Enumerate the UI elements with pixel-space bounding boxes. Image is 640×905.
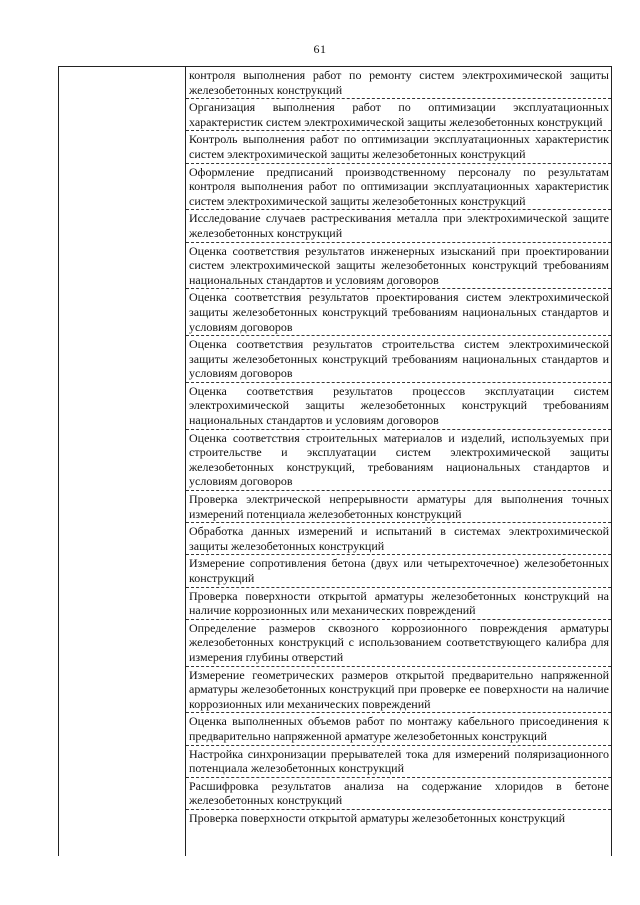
table-row: Оценка выполненных объемов работ по монтажу кабельного присоединения к предварительно напряженной арматуре железобетонных конструкций: [186, 713, 611, 745]
table-row: Контроль выполнения работ по оптимизации эксплуатационных характеристик систем электрохимической защиты железобетонных конструкций: [186, 131, 611, 163]
table-row: Расшифровка результатов анализа на содержание хлоридов в бетоне железобетонных конструкций: [186, 778, 611, 810]
table-row: Измерение геометрических размеров открытой предварительно напряженной арматуры железобетонных конструкций при проверке ее поверхности на наличие коррозионных или механических повреждений: [186, 667, 611, 714]
table-row: Исследование случаев растрескивания металла при электрохимической защите железобетонных конструкций: [186, 210, 611, 242]
table-row: Обработка данных измерений и испытаний в системах электрохимической защиты железобетонных конструкций: [186, 523, 611, 555]
table-row: Оценка соответствия строительных материалов и изделий, используемых при строительстве и эксплуатации систем электрохимической защиты железобетонных конструкций, требованиям национальных стандартов и условиям договоров: [186, 430, 611, 491]
table-row: Организация выполнения работ по оптимизации эксплуатационных характеристик систем электрохимической защиты железобетонных конструкций: [186, 99, 611, 131]
table-row: Проверка поверхности открытой арматуры железобетонных конструкций: [189, 810, 566, 825]
table-row: Оценка соответствия результатов инженерных изысканий при проектировании систем электрохимической защиты железобетонных конструкций требованиям национальных стандартов и условиям договоров: [186, 243, 611, 290]
table-row: Оформление предписаний производственному персоналу по результатам контроля выполнения работ по оптимизации эксплуатационных характеристик систем электрохимической защиты железобетонных конструкций: [186, 164, 611, 211]
table-left-column: [59, 67, 186, 856]
table-row: контроля выполнения работ по ремонту систем электрохимической защиты железобетонных конструкций: [186, 67, 611, 99]
table-right-column: [186, 67, 611, 827]
work-functions-table: [58, 66, 612, 856]
table-row: Проверка поверхности открытой арматуры железобетонных конструкций на наличие коррозионных или механических повреждений: [186, 588, 611, 620]
table-row: Измерение сопротивления бетона (двух или четырехточечное) железобетонных конструкций: [186, 555, 611, 587]
table-row: Настройка синхронизации прерывателей тока для измерений поляризационного потенциала железобетонных конструкций: [186, 746, 611, 778]
table-row: Оценка соответствия результатов строительства систем электрохимической защиты железобетонных конструкций требованиям национальных стандартов и условиям договоров: [186, 336, 611, 383]
table-row: Определение размеров сквозного коррозионного повреждения арматуры железобетонных конструкций с использованием соответствующего калибра для измерения глубины отверстий: [186, 620, 611, 667]
table-row: Оценка соответствия результатов процессов эксплуатации систем электрохимической защиты железобетонных конструкций требованиям национальных стандартов и условиям договоров: [186, 383, 611, 430]
table-row: Проверка электрической непрерывности арматуры для выполнения точных измерений потенциала железобетонных конструкций: [186, 491, 611, 523]
table-row: Оценка соответствия результатов проектирования систем электрохимической защиты железобетонных конструкций требованиям национальных стандартов и условиям договоров: [186, 289, 611, 336]
page-number: 61: [313, 42, 327, 56]
